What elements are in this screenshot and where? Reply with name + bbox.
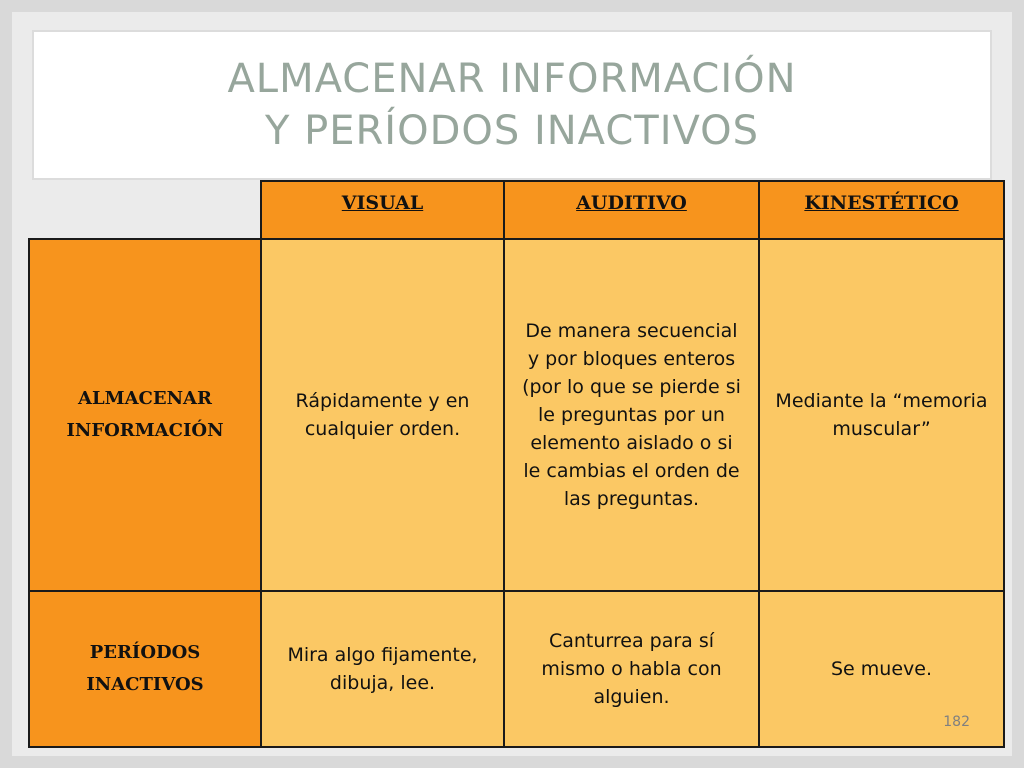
table-cell: Canturrea para sí mismo o habla con alguien. [503,590,760,748]
row-header-line: ALMACENAR [78,388,212,409]
row-header-almacenar [28,238,262,592]
title-box [32,30,992,180]
table-cell: Rápidamente y en cualquier orden. [260,238,505,592]
column-header-auditivo: AUDITIVO [503,180,760,240]
table-cell: Se mueve. [758,590,1005,748]
column-header-visual: VISUAL [260,180,505,240]
table-cell: De manera secuencial y por bloques enteros (por lo que se pierde si le preguntas por un elemento aislado o si le cambias el orden de las preguntas. [503,238,760,592]
row-header-line: INACTIVOS [86,674,204,695]
table-cell: Mediante la “memoria muscular” [758,238,1005,592]
column-header-kinestetico: KINESTÉTICO [758,180,1005,240]
slide-title-line-1: ALMACENAR INFORMACIÓN [227,56,797,102]
slide-title-line-2: Y PERÍODOS INACTIVOS [264,108,760,154]
row-header-periodos [28,590,262,748]
page-number: 182 [943,714,970,730]
table-cell: Mira algo fijamente, dibuja, lee. [260,590,505,748]
row-header-line: INFORMACIÓN [66,420,224,441]
row-header-line: PERÍODOS [89,642,201,663]
